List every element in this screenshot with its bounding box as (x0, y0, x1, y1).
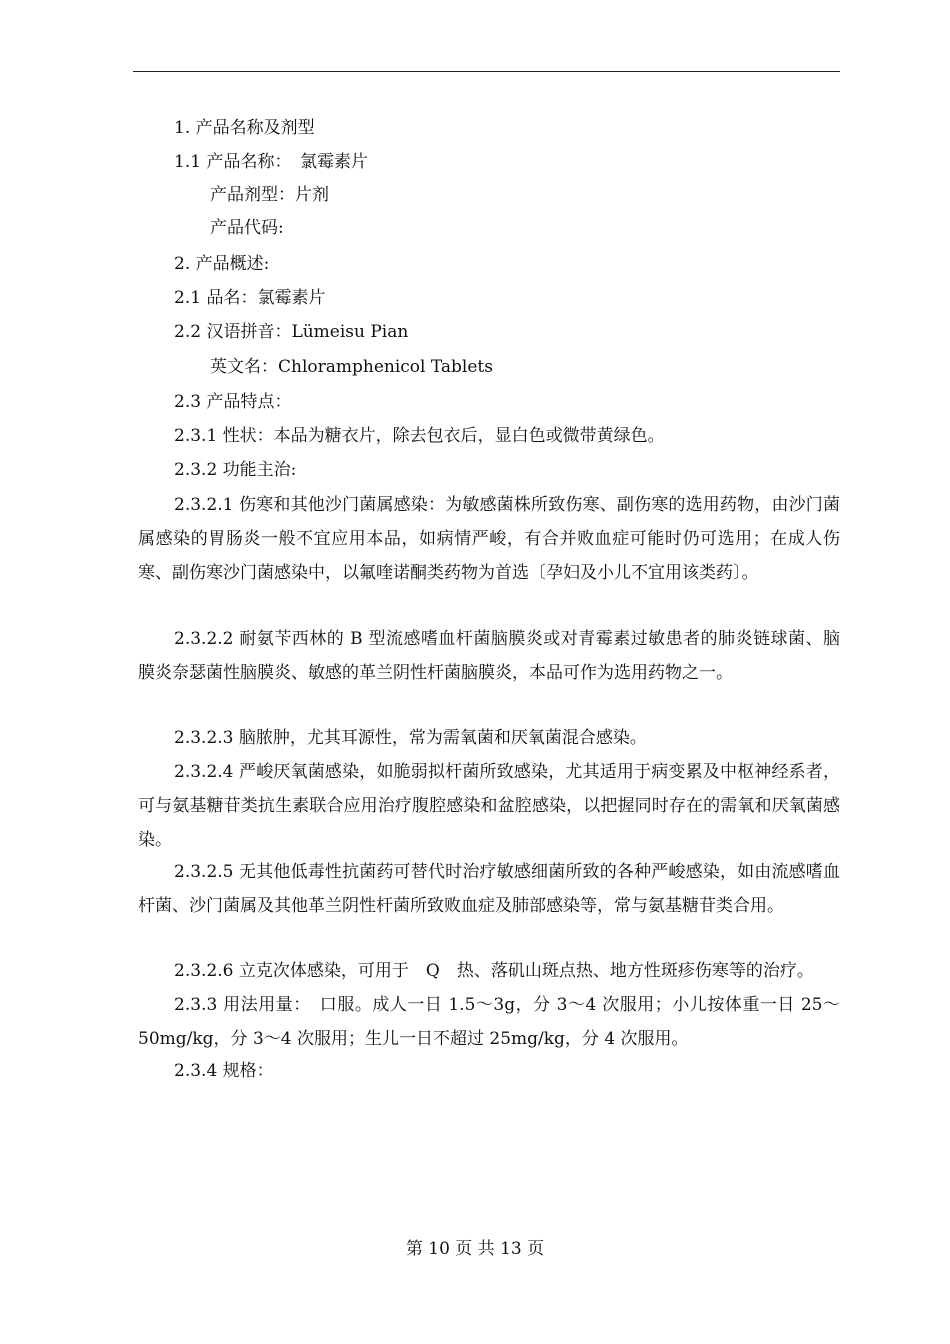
paragraph-2-3-3-dosage: 2.3.3 用法用量： 口服。成人一日 1.5～3g，分 3～4 次服用；小儿按体重一日 25～50mg/kg，分 3～4 次服用；生儿一日不超过 25mg/kg，分 4 次服用。 (138, 995, 840, 1049)
page-number: 第 10 页 共 13 页 (405, 1239, 545, 1259)
section-2-3-heading: 2.3 产品特点： (174, 392, 292, 412)
section-2-1-name: 2.1 品名：氯霉素片 (174, 288, 326, 308)
header-rule (133, 71, 840, 72)
section-2-3-2-heading: 2.3.2 功能主治: (174, 460, 297, 480)
section-1-heading: 1. 产品名称及剂型 (174, 118, 315, 138)
paragraph-2-3-2-1: 2.3.2.1 伤寒和其他沙门菌属感染：为敏感菌株所致伤寒、副伤寒的选用药物，由沙门菌属感染的胃肠炎一般不宜应用本品，如病情严峻，有合并败血症可能时仍可选用；在成人伤寒、副伤寒沙门菌感染中，以氟喹诺酮类药物为首选〔孕妇及小儿不宜用该类药〕。 (138, 495, 840, 583)
section-2-3-1-appearance: 2.3.1 性状：本品为糖衣片，除去包衣后，显白色或微带黄绿色。 (174, 426, 665, 446)
section-1-1-product-name: 1.1 产品名称： 氯霉素片 (174, 152, 368, 172)
paragraph-2-3-2-6: 2.3.2.6 立克次体感染，可用于 Q 热、落矶山斑点热、地方性斑疹伤寒等的治疗。 (174, 961, 814, 981)
english-name: 英文名：Chloramphenicol Tablets (210, 357, 493, 377)
product-code: 产品代码: (210, 218, 284, 238)
section-2-2-pinyin: 2.2 汉语拼音：Lümeisu Pian (174, 322, 409, 342)
section-2-heading: 2. 产品概述: (174, 254, 270, 274)
paragraph-2-3-2-4: 2.3.2.4 严峻厌氧菌感染，如脆弱拟杆菌所致感染，尤其适用于病变累及中枢神经系者，可与氨基糖苷类抗生素联合应用治疗腹腔感染和盆腔感染，以把握同时存在的需氧和厌氧菌感染。 (138, 762, 840, 850)
section-2-3-4-spec: 2.3.4 规格： (174, 1061, 274, 1081)
dosage-form: 产品剂型：片剂 (210, 185, 329, 205)
paragraph-2-3-2-2: 2.3.2.2 耐氨苄西林的 B 型流感嗜血杆菌脑膜炎或对青霉素过敏患者的肺炎链球菌、脑膜炎奈瑟菌性脑膜炎、敏感的革兰阴性杆菌脑膜炎，本品可作为选用药物之一。 (138, 629, 840, 683)
paragraph-2-3-2-5: 2.3.2.5 无其他低毒性抗菌药可替代时治疗敏感细菌所致的各种严峻感染，如由流感嗜血杆菌、沙门菌属及其他革兰阴性杆菌所致败血症及肺部感染等，常与氨基糖苷类合用。 (138, 862, 840, 916)
paragraph-2-3-2-3: 2.3.2.3 脑脓肿，尤其耳源性，常为需氧菌和厌氧菌混合感染。 (174, 728, 647, 748)
